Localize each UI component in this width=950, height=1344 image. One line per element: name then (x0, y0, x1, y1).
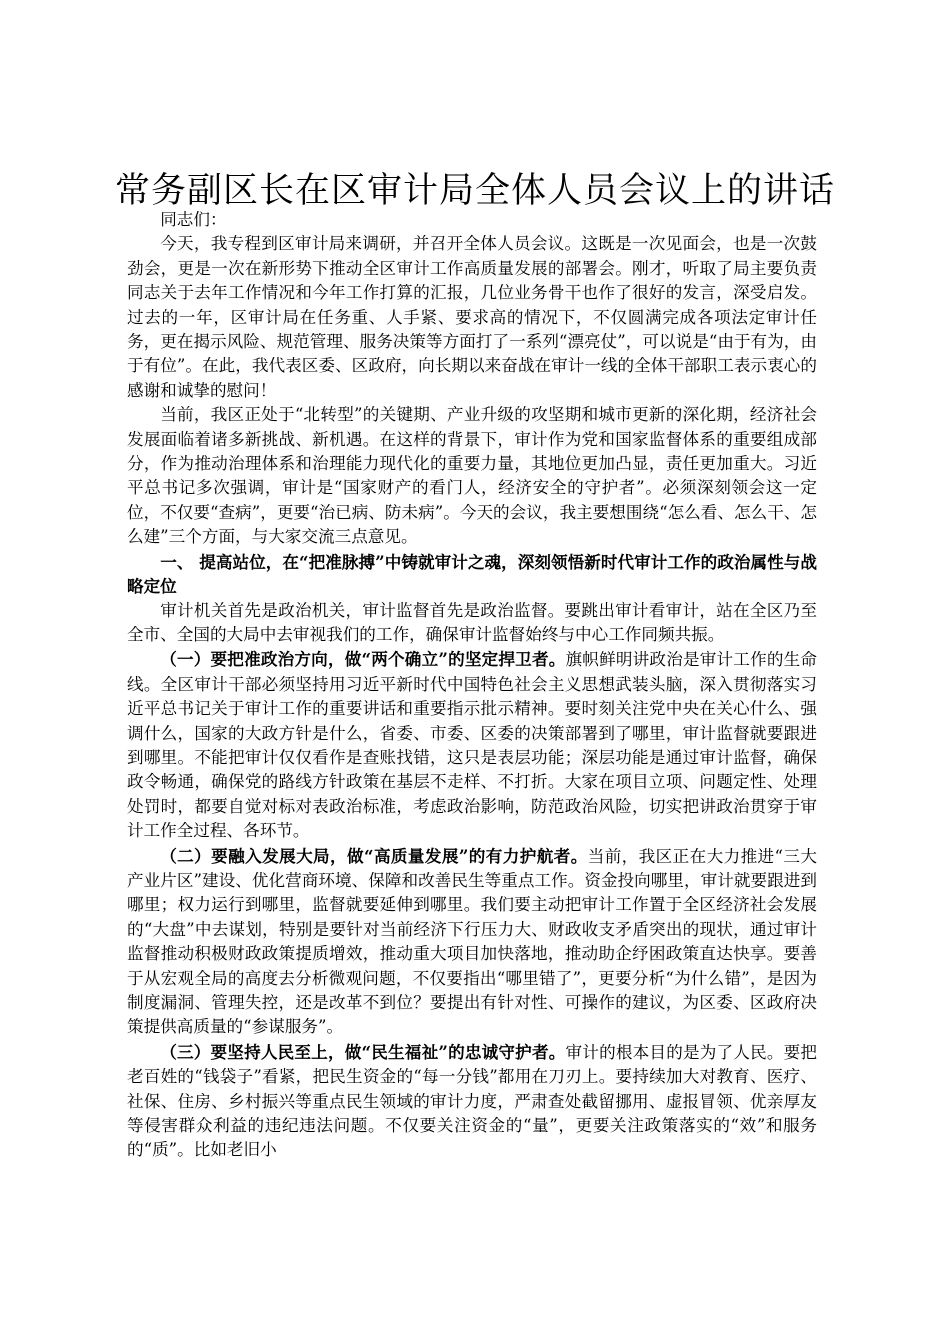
point-3-text: 审计的根本目的是为了人民。要把老百姓的“钱袋子”看紧，把民生资金的“每一分钱”都用在刀刃上。要持续加大对教育、医疗、社保、住房、乡村振兴等重点民生领域的审计力度，严肃查处截留挪用、虚报冒领、优亲厚友等侵害群众利益的违纪违法问题。不仅要关注资金的“量”，更要关注政策落实的“效”和服务的“质”。比如老旧小 (127, 1042, 818, 1160)
paragraph-section-intro: 审计机关首先是政治机关，审计监督首先是政治监督。要跳出审计看审计，站在全区乃至全市、全国的大局中去审视我们的工作，确保审计监督始终与中心工作同频共振。 (127, 600, 817, 644)
document-title: 常务副区长在区审计局全体人员会议上的讲话 (114, 171, 835, 211)
section-heading-1: 一、 提高站位，在“把准脉搏”中铸就审计之魂，深刻领悟新时代审计工作的政治属性与战略定位 (127, 551, 817, 597)
point-2-text: 当前，我区正在大力推进“三大产业片区”建设、优化营商环境、保障和改善民生等重点工作。资金投向哪里，审计就要跟进到哪里；权力运行到哪里，监督就要延伸到哪里。我们要主动把审计工作置于全区经济社会发展的“大盘”中去谋划，特别是要针对当前经济下行压力大、财政收支矛盾突出的现状，通过审计监督推动积极财政政策提质增效，推动重大项目加快落地，推动助企纾困政策直达快享。要善于从宏观全局的高度去分析微观问题，不仅要指出“哪里错了”，更要分析“为什么错”，是因为制度漏洞、管理失控，还是改革不到位？要提出有针对性、可操作的建议，为区委、区政府决策提供高质量的“参谋服务”。 (127, 846, 817, 1037)
point-2-lead: （二）要融入发展大局，做“高质量发展”的有力护航者。 (160, 845, 588, 866)
paragraph-opening: 今天，我专程到区审计局来调研，并召开全体人员会议。这既是一次见面会，也是一次鼓劲会，更是一次在新形势下推动全区审计工作高质量发展的部署会。刚才，听取了局主要负责同志关于去年工作情况和今年工作打算的汇报，几位业务骨干也作了很好的发言，深受启发。过去的一年，区审计局在任务重、人手紧、要求高的情况下，不仅圆满完成各项法定审计任务，更在揭示风险、规范管理、服务决策等方面打了一系列“漂亮仗”，可以说是“由于有为，由于有位”。在此，我代表区委、区政府，向长期以来奋战在审计一线的全体干部职工表示衷心的感谢和诚挚的慰问！ (127, 234, 817, 400)
point-1-text: 旗帜鲜明讲政治是审计工作的生命线。全区审计干部必须坚持用习近平新时代中国特色社会主义思想武装头脑，深入贯彻落实习近平总书记关于审计工作的重要讲话和重要指示批示精神。要时刻关注党中央在关心什么、强调什么，国家的大政方针是什么，省委、市委、区委的决策部署到了哪里，审计监督就要跟进到哪里。不能把审计仅仅看作是查账找错，这只是表层功能；深层功能是通过审计监督，确保政令畅通，确保党的路线方针政策在基层不走样、不打折。大家在项目立项、问题定性、处理处罚时，都要自觉对标对表政治标准，考虑政治影响，防范政治风险，切实把讲政治贯穿于审计工作全过程、各环节。 (127, 650, 818, 841)
point-1-lead: （一）要把准政治方向，做“两个确立”的坚定捍卫者。 (160, 649, 566, 670)
paragraph-point-2 (127, 844, 817, 1040)
paragraph-point-3 (127, 1040, 817, 1163)
paragraph-context: 当前，我区正处于“北转型”的关键期、产业升级的攻坚期和城市更新的深化期，经济社会发展面临着诸多新挑战、新机遇。在这样的背景下，审计作为党和国家监督体系的重要组成部分，作为推动治理体系和治理能力现代化的重要力量，其地位更加凸显，责任更加重大。习近平总书记多次强调，审计是“国家财产的看门人，经济安全的守护者”。必须深刻领会这一定位，不仅要“查病”，更要“治已病、防未病”。今天的会议，我主要想围绕“怎么看、怎么干、怎么建”三个方面，与大家交流三点意见。 (127, 405, 817, 547)
document-body (127, 208, 817, 1163)
paragraph-point-1 (127, 647, 817, 843)
salutation: 同志们： (160, 210, 227, 229)
point-3-lead: （三）要坚持人民至上，做“民生福祉”的忠诚守护者。 (160, 1041, 566, 1062)
